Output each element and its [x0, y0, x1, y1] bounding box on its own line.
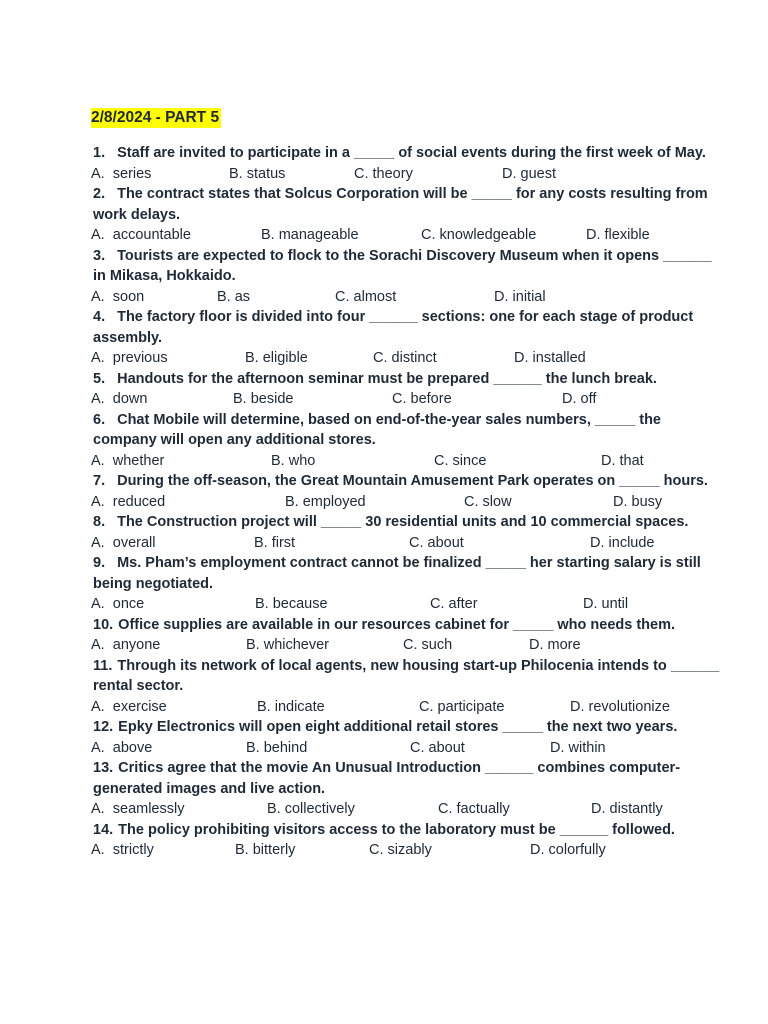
question-text: Critics agree that the movie An Unusual Introduction ______ combines computer-generated images and live action.	[93, 760, 681, 797]
question-text: The Construction project will _____ 30 residential units and 10 commercial spaces.	[117, 514, 689, 530]
option-c[interactable]: C. such	[403, 637, 453, 653]
question-list	[91, 143, 721, 861]
question-stem	[91, 512, 721, 533]
option-d[interactable]: D. that	[601, 452, 644, 469]
question-stem	[91, 717, 721, 738]
question-item	[91, 553, 721, 615]
question-number: 10.	[93, 616, 114, 633]
question-text: Through its network of local agents, new housing start-up Philocenia intends to ______ rental sector.	[93, 657, 720, 694]
question-text: During the off-season, the Great Mountain Amusement Park operates on _____ hours.	[117, 473, 708, 489]
answer-options	[91, 164, 721, 185]
question-stem	[91, 246, 721, 287]
option-a[interactable]: A. reduced	[91, 493, 166, 510]
option-d[interactable]: D. revolutionize	[570, 698, 670, 715]
option-d[interactable]: D. installed	[514, 350, 586, 366]
option-c[interactable]: C. after	[430, 596, 478, 612]
question-item	[91, 717, 721, 758]
question-item	[91, 369, 721, 410]
question-stem	[91, 184, 721, 225]
question-stem	[91, 471, 721, 492]
question-stem	[91, 410, 721, 451]
option-d[interactable]: D. initial	[494, 288, 546, 305]
option-b[interactable]: B. who	[271, 452, 316, 469]
option-a[interactable]: A. overall	[91, 534, 156, 551]
question-stem	[91, 758, 721, 799]
option-d[interactable]: D. off	[562, 391, 597, 407]
question-number: 2.	[93, 186, 106, 202]
option-d[interactable]: D. more	[529, 637, 581, 653]
option-a[interactable]: A. previous	[91, 350, 168, 366]
question-item	[91, 656, 721, 718]
question-number: 3.	[93, 247, 106, 264]
option-b[interactable]: B. as	[217, 288, 251, 305]
option-a[interactable]: A. above	[91, 739, 153, 756]
question-text: Staff are invited to participate in a _____ of social events during the first week of May.	[117, 145, 706, 161]
answer-options	[91, 492, 721, 513]
answer-options	[91, 287, 721, 308]
question-number: 5.	[93, 370, 106, 387]
question-text: Tourists are expected to flock to the Sorachi Discovery Museum when it opens ______ in Mikasa, Hokkaido.	[93, 247, 712, 284]
option-b[interactable]: B. beside	[233, 391, 294, 407]
option-a[interactable]: A. series	[91, 165, 152, 182]
option-b[interactable]: B. first	[254, 534, 296, 551]
question-number: 4.	[93, 309, 106, 325]
option-c[interactable]: C. theory	[354, 165, 413, 182]
question-item	[91, 307, 721, 369]
option-b[interactable]: B. manageable	[261, 227, 359, 243]
answer-options	[91, 451, 721, 472]
question-number: 9.	[93, 555, 106, 571]
option-d[interactable]: D. busy	[613, 493, 663, 510]
question-text: Handouts for the afternoon seminar must be prepared ______ the lunch break.	[117, 370, 657, 387]
option-c[interactable]: C. distinct	[373, 350, 437, 366]
question-item	[91, 758, 721, 820]
question-text: Epky Electronics will open eight additional retail stores _____ the next two years.	[118, 719, 678, 735]
option-d[interactable]: D. until	[583, 596, 629, 612]
question-text: The factory floor is divided into four ______ sections: one for each stage of product assembly.	[93, 309, 694, 346]
option-a[interactable]: A. whether	[91, 452, 165, 469]
question-text: The contract states that Solcus Corporation will be _____ for any costs resulting from work delays.	[93, 186, 708, 223]
question-item	[91, 820, 721, 861]
answer-options	[91, 225, 721, 246]
question-number: 14.	[93, 821, 114, 838]
answer-options	[91, 738, 721, 759]
question-number: 6.	[93, 411, 106, 428]
document-page	[91, 108, 721, 861]
option-a[interactable]: A. exercise	[91, 698, 167, 715]
option-a[interactable]: A. accountable	[91, 227, 191, 243]
question-number: 12.	[93, 719, 114, 735]
option-d[interactable]: D. within	[550, 739, 606, 756]
question-number: 11.	[93, 657, 113, 674]
option-c[interactable]: C. about	[410, 739, 465, 756]
option-c[interactable]: C. factually	[438, 801, 510, 817]
question-stem	[91, 615, 721, 636]
question-number: 8.	[93, 514, 106, 530]
question-text: Chat Mobile will determine, based on end-of-the-year sales numbers, _____ the company will open any additional stores.	[93, 411, 661, 448]
option-b[interactable]: B. collectively	[267, 801, 355, 817]
question-number: 7.	[93, 473, 106, 489]
question-number: 13.	[93, 760, 114, 776]
option-a[interactable]: A. anyone	[91, 637, 161, 653]
question-item	[91, 246, 721, 308]
question-text: Office supplies are available in our resources cabinet for _____ who needs them.	[118, 616, 676, 633]
option-c[interactable]: C. since	[434, 452, 487, 469]
page-title: 2/8/2024 - PART 5	[91, 109, 220, 126]
question-stem	[91, 307, 721, 348]
option-c[interactable]: C. before	[392, 391, 452, 407]
option-d[interactable]: D. include	[590, 534, 655, 551]
question-item	[91, 471, 721, 512]
option-c[interactable]: C. participate	[419, 698, 505, 715]
question-item	[91, 410, 721, 472]
option-b[interactable]: B. employed	[285, 493, 366, 510]
option-d[interactable]: D. colorfully	[530, 842, 606, 858]
option-a[interactable]: A. once	[91, 596, 145, 612]
question-item	[91, 615, 721, 656]
option-a[interactable]: A. down	[91, 391, 148, 407]
answer-options	[91, 697, 721, 718]
answer-options	[91, 594, 721, 615]
question-item	[91, 184, 721, 246]
question-stem	[91, 553, 721, 594]
option-a[interactable]: A. strictly	[91, 842, 154, 858]
question-number: 1.	[93, 145, 106, 161]
option-c[interactable]: C. slow	[464, 493, 512, 510]
answer-options	[91, 635, 721, 656]
option-b[interactable]: B. indicate	[257, 698, 325, 715]
option-c[interactable]: C. almost	[335, 288, 397, 305]
option-b[interactable]: B. bitterly	[235, 842, 296, 858]
option-b[interactable]: B. because	[255, 596, 328, 612]
option-c[interactable]: C. knowledgeable	[421, 227, 537, 243]
option-c[interactable]: C. sizably	[369, 842, 432, 858]
option-a[interactable]: A. soon	[91, 288, 145, 305]
option-b[interactable]: B. behind	[246, 739, 308, 756]
question-stem	[91, 143, 721, 164]
question-stem	[91, 369, 721, 390]
question-stem	[91, 656, 721, 697]
option-a[interactable]: A. seamlessly	[91, 801, 185, 817]
option-c[interactable]: C. about	[409, 534, 464, 551]
option-d[interactable]: D. guest	[502, 165, 556, 182]
option-b[interactable]: B. status	[229, 165, 286, 182]
question-text: The policy prohibiting visitors access to the laboratory must be ______ followed.	[118, 821, 675, 838]
answer-options	[91, 799, 721, 820]
option-b[interactable]: B. whichever	[246, 637, 330, 653]
option-b[interactable]: B. eligible	[245, 350, 308, 366]
option-d[interactable]: D. distantly	[591, 801, 663, 817]
answer-options	[91, 840, 721, 861]
question-item	[91, 512, 721, 553]
answer-options	[91, 348, 721, 369]
answer-options	[91, 389, 721, 410]
question-stem	[91, 820, 721, 841]
question-item	[91, 143, 721, 184]
option-d[interactable]: D. flexible	[586, 227, 650, 243]
question-text: Ms. Pham’s employment contract cannot be finalized _____ her starting salary is still being negotiated.	[93, 555, 701, 592]
answer-options	[91, 533, 721, 554]
